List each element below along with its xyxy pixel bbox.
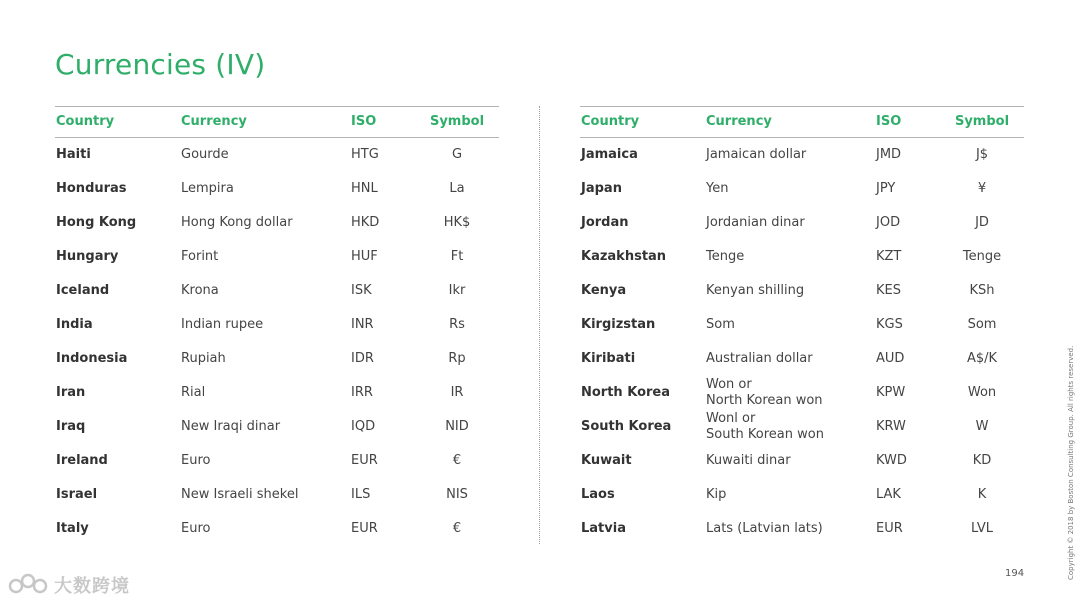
cell-currency: Australian dollar (706, 351, 813, 366)
cell-symbol: Ft (450, 249, 464, 264)
header-iso: ISO (351, 114, 377, 129)
table-body (55, 138, 499, 546)
cell-country: Kazakhstan (581, 249, 667, 264)
table-row (55, 478, 499, 512)
header-currency: Currency (706, 114, 772, 129)
cell-country: North Korea (581, 385, 670, 400)
cell-iso: IDR (351, 351, 374, 366)
table-row (55, 444, 499, 478)
cell-symbol: Won (967, 385, 997, 400)
table-row (580, 138, 1024, 172)
cell-iso: JMD (876, 147, 902, 162)
cell-country: South Korea (581, 419, 672, 434)
cell-country: Haiti (56, 147, 91, 162)
cell-iso: IQD (351, 419, 376, 434)
table-row (55, 274, 499, 308)
cell-currency: Wonl or South Korean won (706, 411, 824, 442)
cell-symbol: KD (972, 453, 992, 468)
table-row (55, 240, 499, 274)
table-header (580, 106, 1024, 138)
header-symbol: Symbol (954, 114, 1010, 129)
header-country: Country (581, 114, 640, 129)
cell-currency: Kuwaiti dinar (706, 453, 791, 468)
cell-iso: JOD (876, 215, 901, 230)
cell-country: Laos (581, 487, 615, 502)
cell-currency: New Iraqi dinar (181, 419, 281, 434)
cell-iso: IRR (351, 385, 373, 400)
cell-symbol: LVL (971, 521, 993, 536)
table-row (55, 512, 499, 546)
cell-country: Italy (56, 521, 89, 536)
cell-currency: Yen (706, 181, 729, 196)
table-row (55, 308, 499, 342)
cell-country: Hong Kong (56, 215, 137, 230)
cell-iso: HTG (351, 147, 379, 162)
cell-country: Kenya (581, 283, 627, 298)
header-iso: ISO (876, 114, 902, 129)
cell-symbol: IR (450, 385, 464, 400)
cell-symbol: Rs (449, 317, 465, 332)
cell-symbol: K (977, 487, 987, 502)
cell-symbol: G (451, 147, 463, 162)
cell-country: Honduras (56, 181, 127, 196)
cell-symbol: Som (967, 317, 997, 332)
table-row (580, 376, 1024, 410)
cell-currency: Jordanian dinar (706, 215, 805, 230)
table-header (55, 106, 499, 138)
cell-iso: HKD (351, 215, 380, 230)
cell-country: Indonesia (56, 351, 128, 366)
cell-iso: EUR (876, 521, 903, 536)
cell-currency: Tenge (706, 249, 745, 264)
cell-iso: ISK (351, 283, 372, 298)
cell-country: Latvia (581, 521, 626, 536)
watermark-logo (8, 572, 130, 598)
cell-iso: KRW (876, 419, 906, 434)
cell-currency: Forint (181, 249, 219, 264)
cell-symbol: NIS (446, 487, 468, 502)
table-row (580, 172, 1024, 206)
table-row (580, 478, 1024, 512)
table-row (580, 308, 1024, 342)
cell-symbol: J$ (975, 147, 989, 162)
cell-currency: Rial (181, 385, 206, 400)
table-row (55, 342, 499, 376)
cell-currency: Won or North Korean won (706, 377, 823, 408)
cell-country: Japan (581, 181, 622, 196)
table-row (580, 206, 1024, 240)
currency-table-right (580, 106, 1024, 546)
cell-iso: LAK (876, 487, 901, 502)
cell-iso: HUF (351, 249, 378, 264)
table-row (580, 274, 1024, 308)
cell-iso: JPY (876, 181, 896, 196)
cell-country: Jordan (581, 215, 629, 230)
copyright-notice: Copyright © 2018 by Boston Consulting Group. All rights reserved. (1067, 345, 1075, 580)
header-currency: Currency (181, 114, 247, 129)
cell-symbol: Tenge (962, 249, 1002, 264)
cell-iso: KGS (876, 317, 903, 332)
header-symbol: Symbol (429, 114, 485, 129)
cell-symbol: € (452, 521, 462, 536)
cell-currency: Hong Kong dollar (181, 215, 293, 230)
cell-currency: Indian rupee (181, 317, 264, 332)
page-number: 194 (1005, 568, 1025, 579)
cell-symbol: Rp (448, 351, 466, 366)
cell-currency: Jamaican dollar (706, 147, 807, 162)
cell-iso: KZT (876, 249, 902, 264)
cell-currency: Lempira (181, 181, 234, 196)
cell-symbol: € (452, 453, 462, 468)
cell-currency: Krona (181, 283, 219, 298)
cell-symbol: ¥ (977, 181, 987, 196)
table-row (580, 410, 1024, 444)
cell-symbol: KSh (969, 283, 995, 298)
watermark-text: 大数跨境 (54, 576, 130, 597)
cell-country: Iraq (56, 419, 86, 434)
cell-symbol: A$/K (966, 351, 998, 366)
header-country: Country (56, 114, 115, 129)
cell-iso: HNL (351, 181, 378, 196)
column-divider (539, 106, 540, 544)
table-row (580, 444, 1024, 478)
cell-currency: Kip (706, 487, 727, 502)
table-body (580, 138, 1024, 546)
cell-iso: EUR (351, 453, 378, 468)
cell-iso: KES (876, 283, 901, 298)
watermark-icon (8, 572, 50, 598)
cell-country: Kiribati (581, 351, 636, 366)
cell-iso: KWD (876, 453, 907, 468)
cell-currency: Rupiah (181, 351, 226, 366)
cell-currency: Kenyan shilling (706, 283, 805, 298)
cell-currency: New Israeli shekel (181, 487, 299, 502)
cell-currency: Euro (181, 453, 211, 468)
table-row (580, 512, 1024, 546)
cell-country: Ireland (56, 453, 108, 468)
table-row (55, 410, 499, 444)
cell-symbol: La (449, 181, 465, 196)
cell-iso: KPW (876, 385, 906, 400)
cell-country: Iran (56, 385, 86, 400)
cell-iso: AUD (876, 351, 905, 366)
currency-table-left (55, 106, 499, 546)
cell-country: Hungary (56, 249, 119, 264)
cell-country: Iceland (56, 283, 110, 298)
table-row (55, 138, 499, 172)
cell-country: Israel (56, 487, 98, 502)
cell-country: India (56, 317, 93, 332)
cell-currency: Som (706, 317, 735, 332)
cell-currency: Lats (Latvian lats) (706, 521, 823, 536)
cell-iso: EUR (351, 521, 378, 536)
cell-symbol: HK$ (443, 215, 471, 230)
table-row (580, 240, 1024, 274)
cell-symbol: NID (445, 419, 469, 434)
cell-currency: Gourde (181, 147, 229, 162)
cell-symbol: Ikr (448, 283, 466, 298)
cell-symbol: JD (975, 215, 989, 230)
page-title: Currencies (IV) (55, 48, 266, 81)
table-row (580, 342, 1024, 376)
cell-symbol: W (975, 419, 989, 434)
cell-country: Kirgizstan (581, 317, 656, 332)
cell-iso: ILS (351, 487, 371, 502)
cell-currency: Euro (181, 521, 211, 536)
cell-iso: INR (351, 317, 374, 332)
cell-country: Kuwait (581, 453, 632, 468)
table-row (55, 376, 499, 410)
table-row (55, 206, 499, 240)
cell-country: Jamaica (581, 147, 638, 162)
table-row (55, 172, 499, 206)
